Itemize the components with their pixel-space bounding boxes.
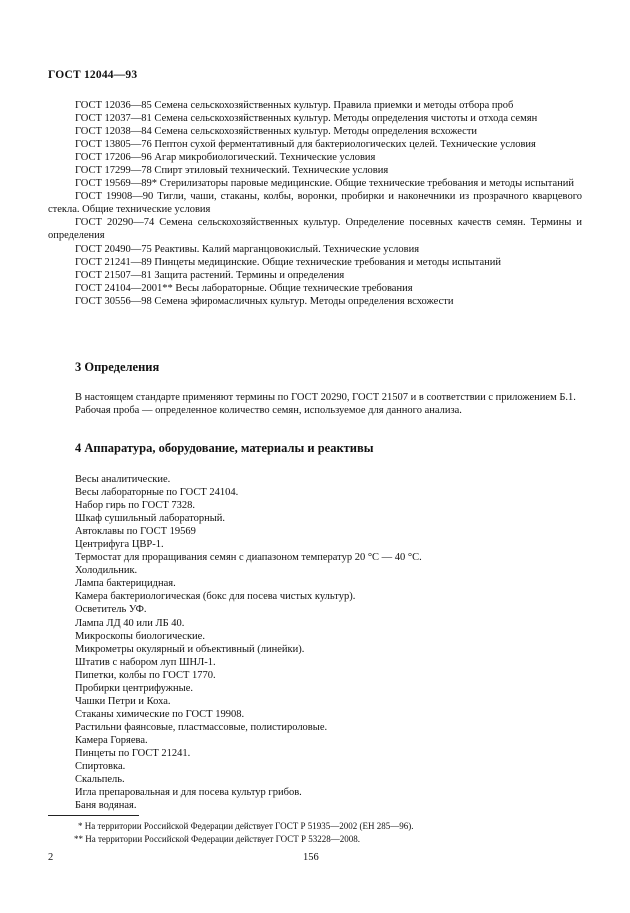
equipment-item: Скальпель.: [75, 774, 125, 786]
reference-item: ГОСТ 12036—85 Семена сельскохозяйственных культур. Правила приемки и методы отбора проб: [75, 100, 514, 111]
equipment-item: Растильни фаянсовые, пластмассовые, полистироловые.: [75, 721, 328, 733]
reference-item: ГОСТ 12038—84 Семена сельскохозяйственных культур. Методы определения всхожести: [75, 126, 478, 138]
equipment-item: Штатив с набором луп ШНЛ-1.: [75, 656, 216, 668]
equipment-item: Набор гирь по ГОСТ 7328.: [75, 500, 195, 512]
equipment-item: Пинцеты по ГОСТ 21241.: [75, 747, 191, 759]
equipment-item: Спиртовка.: [75, 761, 126, 773]
reference-item: ГОСТ 30556—98 Семена эфиромасличных культур. Методы определения всхожести: [75, 295, 454, 307]
equipment-item: Лампа бактерицидная.: [75, 578, 176, 590]
equipment-item: Микрометры окулярный и объективный (линейки).: [75, 643, 305, 655]
equipment-item: Микроскопы биологические.: [75, 630, 205, 642]
equipment-item: Камера бактериологическая (бокс для посева чистых культур).: [75, 591, 356, 603]
section-3-heading: 3 Определения: [75, 360, 160, 374]
reference-item: ГОСТ 20290—74 Семена сельскохозяйственных культур. Определение посевных качеств семян. Термины и определения: [48, 217, 582, 242]
equipment-item: Стаканы химические по ГОСТ 19908.: [75, 708, 245, 720]
reference-item: ГОСТ 13805—76 Пептон сухой ферментативный для бактериологических целей. Технические условия: [75, 139, 536, 151]
reference-item: ГОСТ 19908—90 Тигли, чаши, стаканы, колбы, воронки, пробирки и наконечники из прозрачного кварцевого стекла. Общие технические условия: [48, 191, 582, 216]
reference-item: ГОСТ 12037—81 Семена сельскохозяйственных культур. Методы определения чистоты и отхода семян: [75, 113, 538, 125]
reference-item: ГОСТ 19569—89* Стерилизаторы паровые медицинские. Общие технические требования и методы испытаний: [75, 178, 574, 190]
footnotes: [48, 820, 413, 845]
reference-item: ГОСТ 17206—96 Агар микробиологический. Технические условия: [75, 152, 376, 164]
equipment-item: Игла препаровальная и для посева культур грибов.: [75, 787, 302, 799]
footnote: * На территории Российской Федерации действует ГОСТ Р 51935—2002 (ЕН 285—96).: [78, 821, 414, 831]
reference-item: ГОСТ 20490—75 Реактивы. Калий марганцовокислый. Технические условия: [75, 243, 420, 255]
section-3-paragraph: Рабочая проба — определенное количество семян, используемое для данного анализа.: [75, 405, 462, 417]
equipment-item: Холодильник.: [75, 565, 138, 577]
equipment-item: Чашки Петри и Коха.: [75, 695, 171, 707]
equipment-list: [75, 473, 585, 812]
equipment-item: Баня водяная.: [75, 800, 137, 812]
section-4-heading: 4 Аппаратура, оборудование, материалы и реактивы: [75, 441, 374, 455]
reference-item: ГОСТ 21507—81 Защита растений. Термины и определения: [75, 269, 345, 281]
reference-item: ГОСТ 24104—2001** Весы лабораторные. Общие технические требования: [75, 282, 413, 294]
equipment-item: Пробирки центрифужные.: [75, 682, 193, 694]
normative-references-list: [48, 99, 582, 308]
reference-item: ГОСТ 17299—78 Спирт этиловый технический. Технические условия: [75, 165, 389, 177]
equipment-item: Камера Горяева.: [75, 734, 148, 746]
equipment-item: Весы лабораторные по ГОСТ 24104.: [75, 487, 239, 499]
equipment-item: Лампа ЛД 40 или ЛБ 40.: [75, 617, 185, 629]
document-page-counter: 156: [303, 852, 319, 863]
equipment-item: Термостат для проращивания семян с диапазоном температур 20 °С — 40 °С.: [75, 552, 422, 564]
equipment-item: Пипетки, колбы по ГОСТ 1770.: [75, 669, 216, 681]
reference-item: ГОСТ 21241—89 Пинцеты медицинские. Общие технические требования и методы испытаний: [75, 256, 502, 268]
page-number: 2: [48, 852, 54, 863]
equipment-item: Автоклавы по ГОСТ 19569: [75, 526, 196, 538]
equipment-item: Осветитель УФ.: [75, 604, 147, 616]
footnote-divider: [48, 815, 139, 816]
equipment-item: Весы аналитические.: [75, 474, 171, 485]
document-header: ГОСТ 12044—93: [48, 69, 138, 81]
section-3-body: [48, 391, 582, 417]
footnote: ** На территории Российской Федерации действует ГОСТ Р 53228—2008.: [74, 833, 360, 844]
equipment-item: Шкаф сушильный лабораторный.: [75, 513, 226, 525]
section-3-paragraph: В настоящем стандарте применяют термины по ГОСТ 20290, ГОСТ 21507 и в соответствии с приложением Б.1.: [75, 392, 576, 403]
equipment-item: Центрифуга ЦВР-1.: [75, 539, 164, 551]
